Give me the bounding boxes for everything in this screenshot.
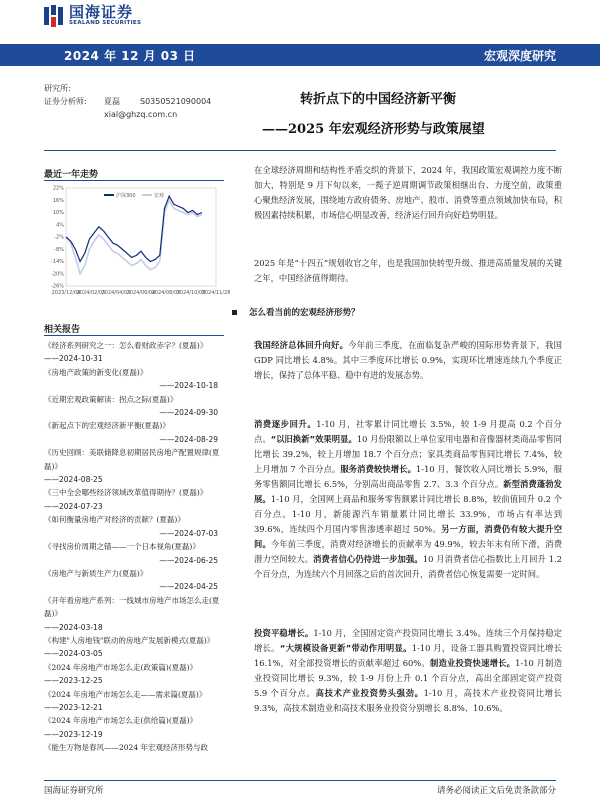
- trend-label: 最近一年走势: [44, 170, 99, 180]
- p2-lead-5: 另一方面，消费仍有较大提升空间。: [254, 524, 562, 549]
- x-tick-label: 2024/02/05: [76, 290, 106, 296]
- related-report-date: ——2024-10-31: [44, 354, 103, 364]
- related-report-date: ——2024-07-23: [44, 501, 103, 511]
- related-report-date: ——2024-07-03: [159, 528, 218, 538]
- related-report-title[interactable]: 《房地产与新质生产力(夏磊)》: [44, 568, 148, 578]
- paragraph-investment: [254, 626, 562, 716]
- paragraph-economy: [254, 338, 562, 383]
- related-report-title[interactable]: 《新起点下的宏观经济新平衡(夏磊)》: [44, 421, 170, 431]
- related-report-title[interactable]: 《开年看房地产系列：一线城市房地产市场怎么走(夏磊)》: [44, 595, 220, 619]
- y-tick-label: -14%: [51, 259, 64, 265]
- analyst-label: 证券分析师:: [44, 97, 87, 106]
- y-tick-label: 22%: [52, 185, 64, 192]
- logo-text-en: SEALAND SECURITIES: [69, 20, 142, 26]
- related-report-date: ——2023-12-25: [44, 676, 103, 686]
- report-subtitle: ——2025 年宏观经济形势与政策展望: [262, 122, 485, 137]
- related-reports-label: 相关报告: [44, 325, 81, 335]
- legend-label: 沪深300: [116, 193, 136, 199]
- paragraph-consumption: [254, 417, 562, 582]
- logo-text-cn: 国海证券: [69, 3, 134, 21]
- related-report-date: ——2023-12-19: [44, 729, 103, 739]
- related-report-date: ——2024-10-18: [159, 381, 218, 391]
- trend-divider: [44, 180, 224, 181]
- report-title: 转折点下的中国经济新平衡: [300, 92, 457, 107]
- p2-text-d: 1-10 月，全国网上商品和服务零售额累计同比增长 8.8%，较前值回升 0.2 个百分点。1-10 月，新能源汽车销量累计同比增长 33.9%，市场占有率达到 39.6%，连续四个月国内零售渗透率超过 50%。: [254, 494, 562, 534]
- p3-lead: 投资平稳增长。: [254, 628, 314, 638]
- footer-divider: [44, 780, 556, 781]
- company-logo: [44, 4, 141, 27]
- analyst-id: S0350521090004: [140, 97, 212, 106]
- p2-text-e: 今年前三季度，消费对经济增长的贡献率为 49.9%，较去年末有所下滑，消费潜力空间较大。: [254, 539, 562, 564]
- p3-text-d: 1-10 月，高技术产业投资同比增长 9.3%，高技术制造业和高技术服务业投资分别增长 8.8%、10.6%。: [254, 688, 562, 713]
- related-report-date: ——2024-04-25: [159, 582, 218, 592]
- related-report-date: ——2023-12-21: [44, 702, 103, 712]
- related-report-date: ——2024-08-25: [44, 475, 103, 485]
- p1-text: 今年前三季度，在面临复杂严峻的国际形势背景下，我国 GDP 同比增长 4.8%。其中三季度环比增长 0.9%，实现环比增速连续九个季度正增长，保持了总体平稳、稳中有进的发展态势。: [254, 340, 562, 380]
- x-tick-label: 2024/06/04: [126, 290, 156, 296]
- related-report-date: ——2024-09-30: [159, 408, 218, 418]
- related-report-date: ——2024-08-29: [159, 434, 218, 444]
- section-heading: [232, 306, 360, 318]
- p3-text-c: 1-10 月制造业投资同比增长 9.3%，较 1-9 月份上升 0.1 个百分点，高出全部固定资产投资 5.9 个百分点。: [254, 658, 562, 698]
- p3-lead-2: “大规模设备更新”带动作用明显。: [279, 643, 412, 653]
- series-line-1: [66, 200, 202, 274]
- x-tick-label: 2023/12/04: [51, 290, 81, 296]
- logo-mark-icon: [44, 5, 64, 27]
- p2-text-c: 1-10 月，餐饮收入同比增长 5.9%，服务零售额同比增长 6.5%，分别高出商品零售 2.7、3.3 个百分点。: [254, 464, 562, 489]
- related-report-title[interactable]: 《寻找房价周期之锚——一个日本视角(夏磊)》: [44, 542, 200, 552]
- trend-chart: [44, 182, 231, 302]
- y-tick-label: -2%: [54, 234, 64, 241]
- p2-lead-6: 消费者信心仍待进一步加强。: [313, 554, 423, 564]
- x-tick-label: 2024/11/28: [201, 290, 231, 296]
- p2-lead: 消费逐步回升。: [254, 419, 317, 429]
- report-date: 2024 年 12 月 03 日: [64, 48, 196, 63]
- p3-lead-4: 高技术产业投资势头强劲。: [315, 688, 424, 698]
- related-report-date: ——2024-06-25: [159, 555, 218, 565]
- related-report-title[interactable]: 《2024 年房地产市场怎么走——需求篇(夏磊)》: [44, 689, 207, 699]
- p2-text-b: 10 月份限额以上单位家用电器和音像器材类商品零售同比增长 39.2%，较上月增加 18.7 个百分点；家具类商品零售同比增长 7.4%，较上月增加 7 个百分点。: [254, 434, 562, 474]
- footer-disclaimer: 请务必阅读正文后免责条款部分: [436, 786, 556, 796]
- p2-text-a: 1-10 月，社零累计同比增长 3.5%，较 1-9 月提高 0.2 个百分点。: [254, 419, 562, 444]
- chart-frame: [66, 188, 216, 286]
- analyst-email[interactable]: xial@ghzq.com.cn: [104, 110, 178, 119]
- related-report-title[interactable]: 《构建"人房地钱"联动的房地产发展新模式(夏磊)》: [44, 635, 215, 645]
- p2-lead-2: “以旧换新”效果明显。: [270, 434, 357, 444]
- report-category: 宏观深度研究: [483, 48, 556, 63]
- y-tick-label: -8%: [54, 246, 64, 253]
- related-report-title[interactable]: 《房地产政策的新变化(夏磊)》: [44, 367, 148, 377]
- footer-left: 国海证券研究所: [44, 786, 104, 796]
- author-meta: [44, 82, 211, 121]
- x-tick-label: 2024/10/08: [176, 290, 206, 296]
- y-tick-label: 16%: [52, 197, 64, 204]
- p1-lead: 我国经济总体回升向好。: [254, 340, 349, 350]
- p3-text-b: 1-10 月，设备工器具购置投资同比增长 16.1%，对全部投资增长的贡献率超过 60%。: [254, 643, 562, 668]
- related-report-title[interactable]: 《三中全会哪些经济领域改革值得期待？(夏磊)》: [44, 488, 208, 498]
- related-divider: [44, 335, 224, 336]
- x-tick-label: 2024/08/05: [151, 290, 181, 296]
- related-report-title[interactable]: 《2024 年房地产市场怎么走(政策篇)(夏磊)》: [44, 662, 198, 672]
- p3-lead-3: 制造业投资快速增长。: [429, 658, 516, 668]
- analyst-name: 夏磊: [104, 97, 120, 106]
- x-tick-label: 2024/04/03: [101, 290, 131, 296]
- legend-label: 宏观: [154, 193, 165, 199]
- y-tick-label: 4%: [56, 222, 64, 229]
- y-tick-label: -20%: [51, 271, 64, 278]
- related-report-title[interactable]: 《历史回顾：美联储降息初期居民房地产配置规律(夏磊)》: [44, 448, 220, 471]
- y-tick-label: -26%: [51, 283, 64, 290]
- related-report-date: ——2024-03-05: [44, 649, 103, 659]
- p2-text-f: 10 月消费者信心指数比上月回升 1.2 个百分点，为连续六个月回落之后的首次回升，消费者信心恢复需要一定时间。: [254, 554, 562, 579]
- y-tick-label: 10%: [52, 210, 64, 216]
- p3-text-a: 1-10 月，全国固定资产投资同比增长 3.4%。连续三个月保持稳定增长。: [254, 628, 562, 653]
- intro-paragraph: 在全球经济周期和结构性矛盾交织的背景下，2024 年，我国政策宏观调控力度不断加大，特别是 9 月下旬以来，一揽子逆周期调节政策相继出台、力度空前，政策重心聚焦经济发展，围绕地方政府债务、房地产、股市、消费等重点领域加快布局，积极因素持续积累，市场信心明显改善，经济运行回升向好趋势明显。: [254, 165, 562, 220]
- researcher-label: 研究所:: [44, 84, 71, 93]
- related-report-title[interactable]: 《2024 年房地产市场怎么走(供给篇)(夏磊)》: [44, 716, 198, 726]
- related-report-title[interactable]: 《经济系列研究之一：怎么看财政赤字？(夏磊)》: [44, 341, 208, 350]
- related-report-title[interactable]: 《如何衡量房地产对经济的贡献？(夏磊)》: [44, 515, 185, 525]
- series-line-0: [66, 196, 202, 261]
- related-report-title[interactable]: 《能生万物是春风——2024 年宏观经济形势与政: [44, 743, 208, 753]
- p2-lead-4: 新型消费蓬勃发展。: [254, 479, 562, 504]
- bullet-square-icon: [232, 310, 237, 315]
- section-heading-text: 怎么看当前的宏观经济形势？: [249, 308, 360, 318]
- intro-paragraph-2: 2025 年是“十四五”规划收官之年，也是我国加快转型升级、推进高质量发展的关键之年，中国经济值得期待。: [254, 258, 562, 283]
- related-report-title[interactable]: 《近期宏观政策解读：拐点之际(夏磊)》: [44, 394, 178, 404]
- p2-lead-3: 服务消费较快增长。: [340, 464, 416, 474]
- related-report-date: ——2024-03-18: [44, 622, 103, 632]
- related-reports-list: [44, 339, 224, 755]
- date-bar: [0, 44, 600, 66]
- header-divider: [44, 150, 556, 151]
